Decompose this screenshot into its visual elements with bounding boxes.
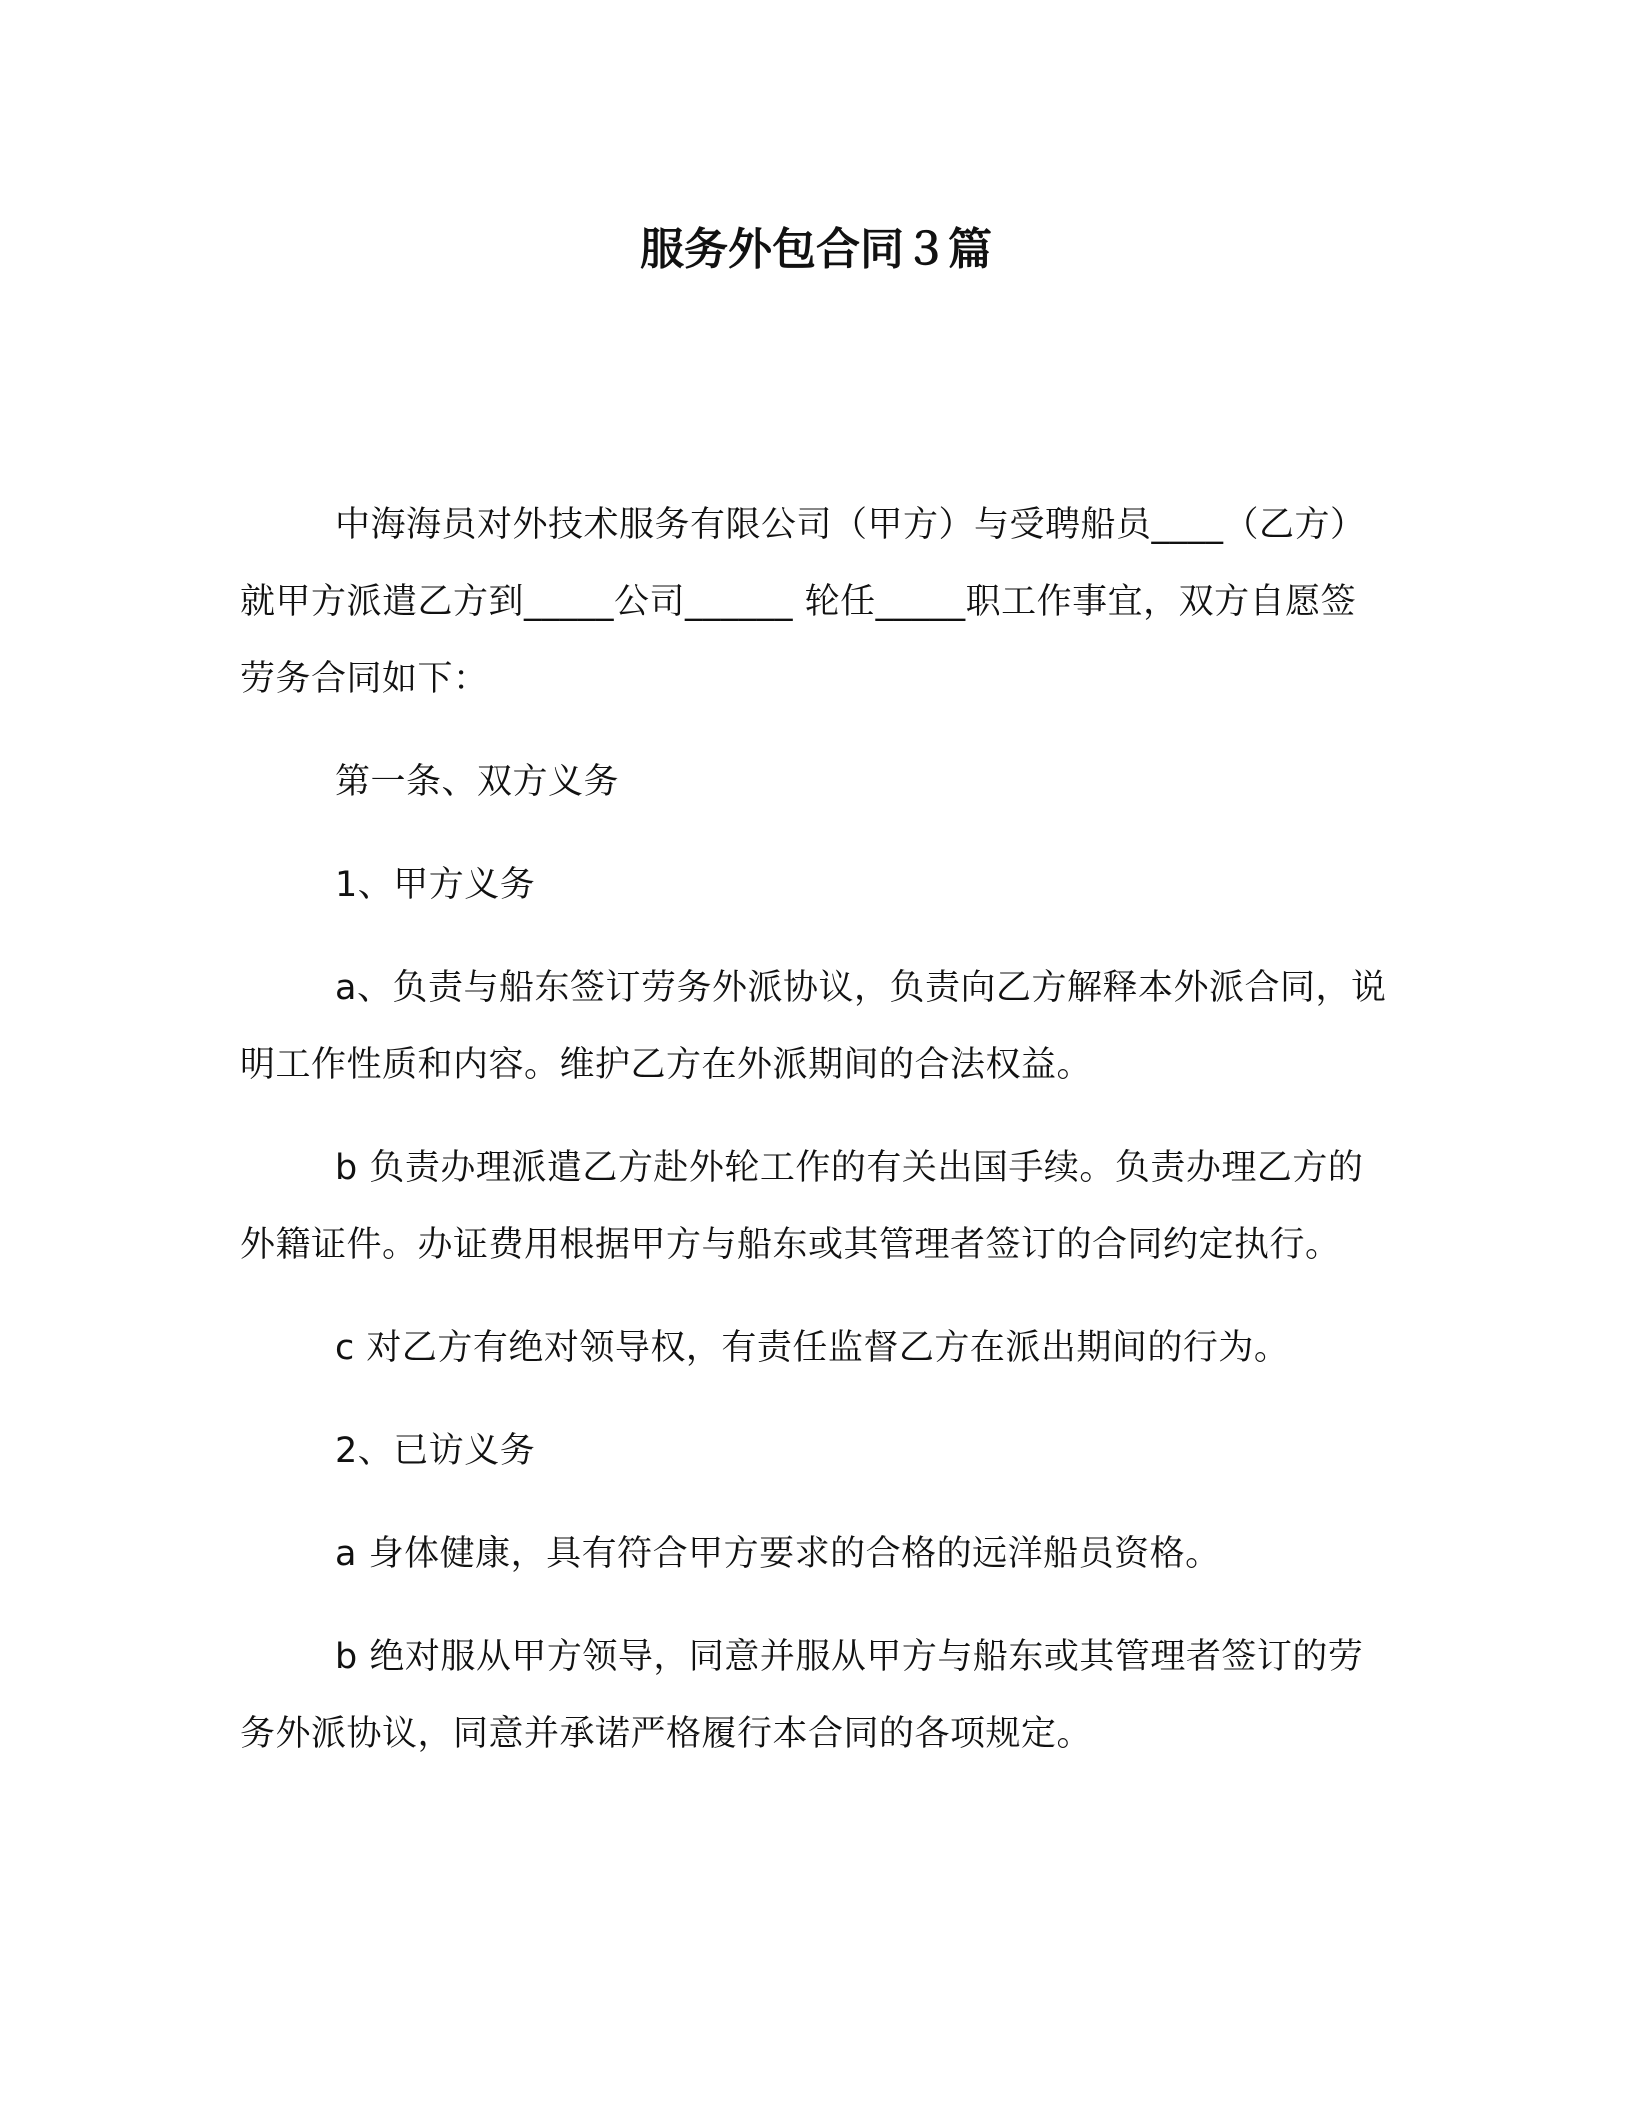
contract-intro-paragraph: 中海海员对外技术服务有限公司（甲方）与受聘船员____（乙方）就甲方派遣乙方到_____公司______ 轮任_____职工作事宜，双方自愿签劳务合同如下：: [240, 505, 1366, 699]
party-a-item-a: a、负责与船东签订劳务外派协议，负责向乙方解释本外派合同，说明工作性质和内容。维护乙方在外派期间的合法权益。: [240, 968, 1387, 1085]
party-b-item-b: b 绝对服从甲方领导，同意并服从甲方与船东或其管理者签订的劳务外派协议，同意并承诺严格履行本合同的各项规定。: [240, 1637, 1364, 1754]
article-one-heading: 第一条、双方义务: [335, 762, 620, 802]
party-a-item-b: b 负责办理派遣乙方赴外轮工作的有关出国手续。负责办理乙方的外籍证件。办证费用根据甲方与船东或其管理者签订的合同约定执行。: [240, 1148, 1364, 1265]
party-a-obligations-heading: 1、甲方义务: [335, 865, 536, 905]
party-a-item-c: c 对乙方有绝对领导权，有责任监督乙方在派出期间的行为。: [335, 1328, 1290, 1368]
document-body: [240, 487, 1390, 1799]
party-b-item-a: a 身体健康，具有符合甲方要求的合格的远洋船员资格。: [335, 1534, 1221, 1574]
party-b-obligations-heading: 2、已访义务: [335, 1431, 536, 1471]
document-title: 服务外包合同３篇: [640, 224, 992, 275]
